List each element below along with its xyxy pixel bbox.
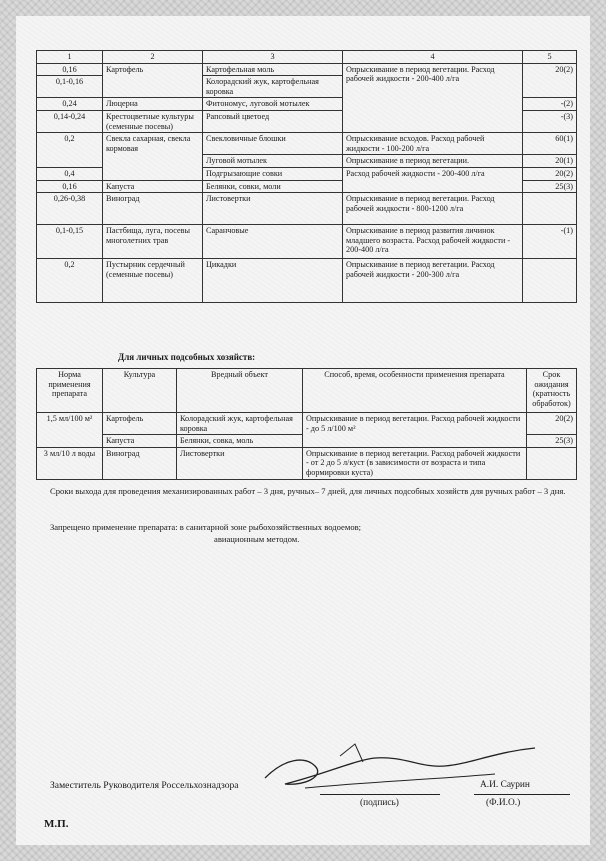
section-subheading: Для личных подсобных хозяйств: <box>118 352 256 362</box>
term-cell: -(3) <box>523 110 577 132</box>
table-row <box>37 133 577 155</box>
crop-cell: Капуста <box>103 435 177 448</box>
pest-cell: Картофельная моль <box>203 63 343 76</box>
column-number-row <box>37 51 577 64</box>
name-caption: (Ф.И.О.) <box>486 798 521 808</box>
norm-cell: 0,2 <box>37 133 103 168</box>
ban-note-line-1: Запрещено применение препарата: в санитарной зоне рыбохозяйственных водоемов; <box>50 522 362 532</box>
crop-cell: Пастбища, луга, посевы многолетних трав <box>103 225 203 259</box>
pest-cell: Цикадки <box>203 259 343 303</box>
method-cell: Опрыскивание в период вегетации. Расход рабочей жидкости - от 2 до 5 л/куст (в зависимости от возраста и типа формировки куста) <box>303 447 527 479</box>
method-cell: Опрыскивание в период вегетации. <box>343 155 523 168</box>
pest-cell: Колорадский жук, картофельная коровка <box>177 413 303 435</box>
norm-cell: 3 мл/10 л воды <box>37 447 103 479</box>
pest-cell: Фитономус, луговой мотылек <box>203 98 343 111</box>
signature-underline <box>320 794 440 795</box>
pest-cell: Луговой мотылек <box>203 155 343 168</box>
norm-cell: 0,1-0,15 <box>37 225 103 259</box>
stamp-place-mark: М.П. <box>44 818 69 830</box>
term-cell <box>527 447 577 479</box>
norm-cell: 0,26-0,38 <box>37 193 103 225</box>
header-norm: Норма применения препарата <box>37 369 103 413</box>
name-underline <box>474 794 570 795</box>
re-entry-terms-note: Сроки выхода для проведения механизированных работ – 3 дня, ручных– 7 дней, для личных подсобных хозяйств для ручных работ – 3 дня. <box>50 486 566 496</box>
term-cell: 20(2) <box>523 167 577 180</box>
term-cell: 60(1) <box>523 133 577 155</box>
pest-cell: Листовертки <box>203 193 343 225</box>
term-cell <box>523 259 577 303</box>
method-cell: Опрыскивание в период вегетации. Расход рабочей жидкости - 200-400 л/га <box>343 63 523 133</box>
method-cell: Опрыскивание в период вегетации. Расход рабочей жидкости - 800-1200 л/га <box>343 193 523 225</box>
term-cell: 20(1) <box>523 155 577 168</box>
crop-cell: Крестоцветные культуры (семенные посевы) <box>103 110 203 132</box>
crop-cell: Люцерна <box>103 98 203 111</box>
term-cell <box>523 193 577 225</box>
crop-cell: Виноград <box>103 447 177 479</box>
pest-cell: Колорадский жук, картофельная коровка <box>203 76 343 98</box>
table-row <box>37 413 577 435</box>
norm-cell: 0,14-0,24 <box>37 110 103 132</box>
norm-cell: 0,16 <box>37 63 103 76</box>
norm-cell: 0,24 <box>37 98 103 111</box>
pest-cell: Белянки, совки, моли <box>203 180 343 193</box>
table-row <box>37 259 577 303</box>
term-cell: -(2) <box>523 98 577 111</box>
norm-cell: 0,2 <box>37 259 103 303</box>
crop-cell: Свекла сахарная, свекла кормовая <box>103 133 203 180</box>
pest-cell: Белянки, совка, моль <box>177 435 303 448</box>
table-header-row <box>37 369 577 413</box>
regulation-table-main <box>36 50 577 303</box>
method-cell: Опрыскивание в период вегетации. Расход рабочей жидкости - 200-300 л/га <box>343 259 523 303</box>
pest-cell: Подгрызающие совки <box>203 167 343 180</box>
term-cell: -(1) <box>523 225 577 259</box>
signature-caption: (подпись) <box>360 798 399 808</box>
header-crop: Культура <box>103 369 177 413</box>
crop-cell: Картофель <box>103 63 203 98</box>
term-cell: 25(3) <box>527 435 577 448</box>
col-number: 4 <box>343 51 523 64</box>
norm-cell: 0,4 <box>37 167 103 180</box>
table-row <box>37 193 577 225</box>
pest-cell: Саранчовые <box>203 225 343 259</box>
ban-note-line-2: авиационным методом. <box>214 534 300 544</box>
term-cell: 25(3) <box>523 180 577 193</box>
crop-cell: Капуста <box>103 180 203 193</box>
norm-cell: 0,1-0,16 <box>37 76 103 98</box>
table-row <box>37 63 577 76</box>
pest-cell: Рапсовый цветоед <box>203 110 343 132</box>
col-number: 5 <box>523 51 577 64</box>
term-cell: 20(2) <box>527 413 577 435</box>
signatory-position: Заместитель Руководителя Россельхознадзора <box>50 780 239 791</box>
pest-cell: Листовертки <box>177 447 303 479</box>
method-cell: Опрыскивание всходов. Расход рабочей жидкости - 100-200 л/га <box>343 133 523 155</box>
method-cell: Опрыскивание в период вегетации. Расход рабочей жидкости - до 5 л/100 м² <box>303 413 527 448</box>
col-number: 1 <box>37 51 103 64</box>
method-cell: Расход рабочей жидкости - 200-400 л/га <box>343 167 523 192</box>
norm-cell: 1,5 мл/100 м² <box>37 413 103 448</box>
pest-cell: Свекловичные блошки <box>203 133 343 155</box>
table-row <box>37 225 577 259</box>
crop-cell: Картофель <box>103 413 177 435</box>
col-number: 3 <box>203 51 343 64</box>
term-cell: 20(2) <box>523 63 577 98</box>
col-number: 2 <box>103 51 203 64</box>
regulation-table-households <box>36 368 577 480</box>
method-cell: Опрыскивание в период развития личинок младшего возраста. Расход рабочей жидкости - 200-400 л/га <box>343 225 523 259</box>
norm-cell: 0,16 <box>37 180 103 193</box>
header-method: Способ, время, особенности применения препарата <box>303 369 527 413</box>
crop-cell: Пустырник сердечный (семенные посевы) <box>103 259 203 303</box>
crop-cell: Виноград <box>103 193 203 225</box>
table-row <box>37 447 577 479</box>
signatory-name: А.И. Саурин <box>480 780 530 790</box>
header-term: Срок ожидания (кратность обработок) <box>527 369 577 413</box>
header-pest: Вредный объект <box>177 369 303 413</box>
